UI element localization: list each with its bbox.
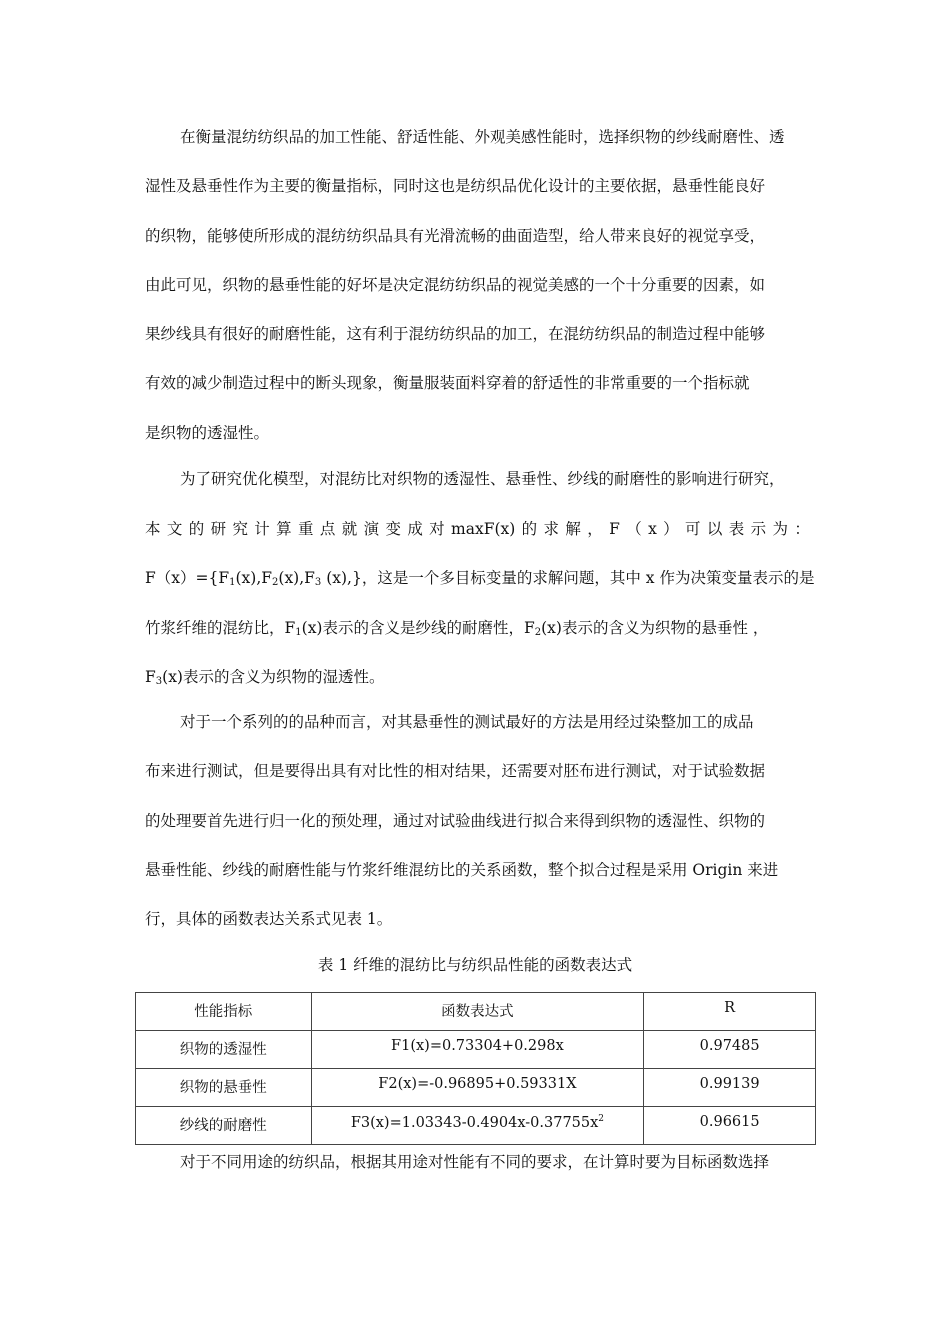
paragraph-1-line-3: 的织物，能够使所形成的混纺纺织品具有光滑流畅的曲面造型，给人带来良好的视觉享受，: [145, 227, 766, 245]
spaced-char: 解: [565, 520, 581, 538]
table-header-cell: 性能指标: [136, 993, 312, 1031]
spaced-char: ，: [587, 520, 603, 538]
table-header-cell: R: [644, 993, 816, 1031]
spaced-char: 研: [210, 520, 227, 538]
paragraph-1-line-6: 有效的减少制造过程中的断头现象，衡量服装面料穿着的舒适性的非常重要的一个指标就: [145, 374, 750, 392]
spaced-char: 的: [521, 520, 538, 538]
paragraph-4-line-1: 对于不同用途的纺织品，根据其用途对性能有不同的要求，在计算时要为目标函数选择: [180, 1153, 770, 1171]
paragraph-3-line-3: 的处理要首先进行归一化的预处理，通过对试验曲线进行拟合来得到织物的透湿性、织物的: [145, 812, 766, 830]
paragraph-3-line-2: 布来进行测试，但是要得出具有对比性的相对结果，还需要对胚布进行测试，对于试验数据: [145, 762, 766, 780]
paragraph-1-line-7: 是织物的透湿性。: [145, 424, 270, 442]
table-cell-property: 织物的悬垂性: [136, 1069, 312, 1107]
spaced-char: 点: [319, 520, 336, 538]
spaced-char: 求: [543, 520, 560, 538]
spaced-char: 的: [188, 520, 205, 538]
table-header-row: [136, 993, 816, 1031]
paragraph-3-line-5: 行，具体的函数表达关系式见表 1。: [145, 910, 393, 928]
spaced-char: ）: [663, 520, 679, 538]
paragraph-1-line-2: 湿性及悬垂性作为主要的衡量指标，同时这也是纺织品优化设计的主要依据，悬垂性能良好: [145, 177, 766, 195]
spaced-char: maxF(x): [451, 520, 516, 538]
spaced-char: 计: [254, 520, 270, 538]
spaced-char: F: [609, 520, 620, 538]
spaced-char: ：: [794, 520, 810, 538]
paragraph-2-line-5: $F_3(x)$表示的含义为织物的湿透性。: [145, 668, 385, 687]
spaced-char: 对: [429, 520, 445, 538]
function-table: [135, 992, 816, 1145]
table-cell-expression: F1(x)=0.73304+0.298x: [311, 1031, 644, 1069]
paragraph-2-line-1: 为了研究优化模型，对混纺比对织物的透湿性、悬垂性、纱线的耐磨性的影响进行研究，: [180, 470, 785, 488]
spaced-char: 表: [728, 520, 745, 538]
table-row: [136, 1069, 816, 1107]
spaced-char: 究: [232, 520, 248, 538]
table-row: [136, 1107, 816, 1145]
table-cell-expression: $F3(x)=1.03343-0.4904x-0.37755x^2$: [311, 1107, 644, 1145]
table-cell-expression: F2(x)=-0.96895+0.59331X: [311, 1069, 644, 1107]
paragraph-2-line-2: [145, 517, 810, 541]
paragraph-3-line-1: 对于一个系列的的品种而言，对其悬垂性的测试最好的方法是用经过染整加工的成品: [180, 713, 754, 731]
spaced-char: 本: [145, 520, 161, 538]
spaced-char: x: [648, 520, 657, 538]
table-header-cell: 函数表达式: [311, 993, 644, 1031]
table-row: [136, 1031, 816, 1069]
paragraph-2-line-4: 竹浆纤维的混纺比，$F_1(x)$表示的含义是纱线的耐磨性，$F_2(x)$表示的含义为织物的悬垂性 ，: [145, 619, 769, 638]
paragraph-1-line-4: 由此可见，织物的悬垂性能的好坏是决定混纺纺织品的视觉美感的一个十分重要的因素，如: [145, 276, 766, 294]
table-cell-property: 织物的透湿性: [136, 1031, 312, 1069]
spaced-char: 为: [772, 520, 788, 538]
paragraph-2-line-3: $F(x)=\{F_1(x),F_2(x),F_3$ (x),}，这是一个多目标变量的求解问题，其中 x 作为决策变量表示的是: [145, 569, 815, 588]
spaced-char: 示: [750, 520, 767, 538]
spaced-char: 演: [363, 520, 380, 538]
table-cell-r: 0.99139: [644, 1069, 816, 1107]
paragraph-1-line-5: 果纱线具有很好的耐磨性能，这有利于混纺纺织品的加工，在混纺纺织品的制造过程中能够: [145, 325, 766, 343]
paragraph-3-line-4: 悬垂性能、纱线的耐磨性能与竹浆纤维混纺比的关系函数，整个拟合过程是采用 Origin 来进: [145, 861, 779, 879]
spaced-char: 成: [407, 520, 423, 538]
table-cell-r: 0.96615: [644, 1107, 816, 1145]
table-caption: 表 1 纤维的混纺比与纺织品性能的函数表达式: [317, 956, 633, 974]
spaced-char: 就: [341, 520, 358, 538]
spaced-char: 算: [276, 520, 292, 538]
table-cell-r: 0.97485: [644, 1031, 816, 1069]
paragraph-1-line-1: 在衡量混纺纺织品的加工性能、舒适性能、外观美感性能时，选择织物的纱线耐磨性、透: [180, 128, 785, 146]
spaced-char: （: [626, 520, 642, 538]
spaced-char: 文: [166, 520, 183, 538]
table-cell-property: 纱线的耐磨性: [136, 1107, 312, 1145]
spaced-char: 变: [385, 520, 401, 538]
spaced-char: 以: [706, 520, 723, 538]
spaced-char: 重: [298, 520, 314, 538]
spaced-char: 可: [685, 520, 701, 538]
